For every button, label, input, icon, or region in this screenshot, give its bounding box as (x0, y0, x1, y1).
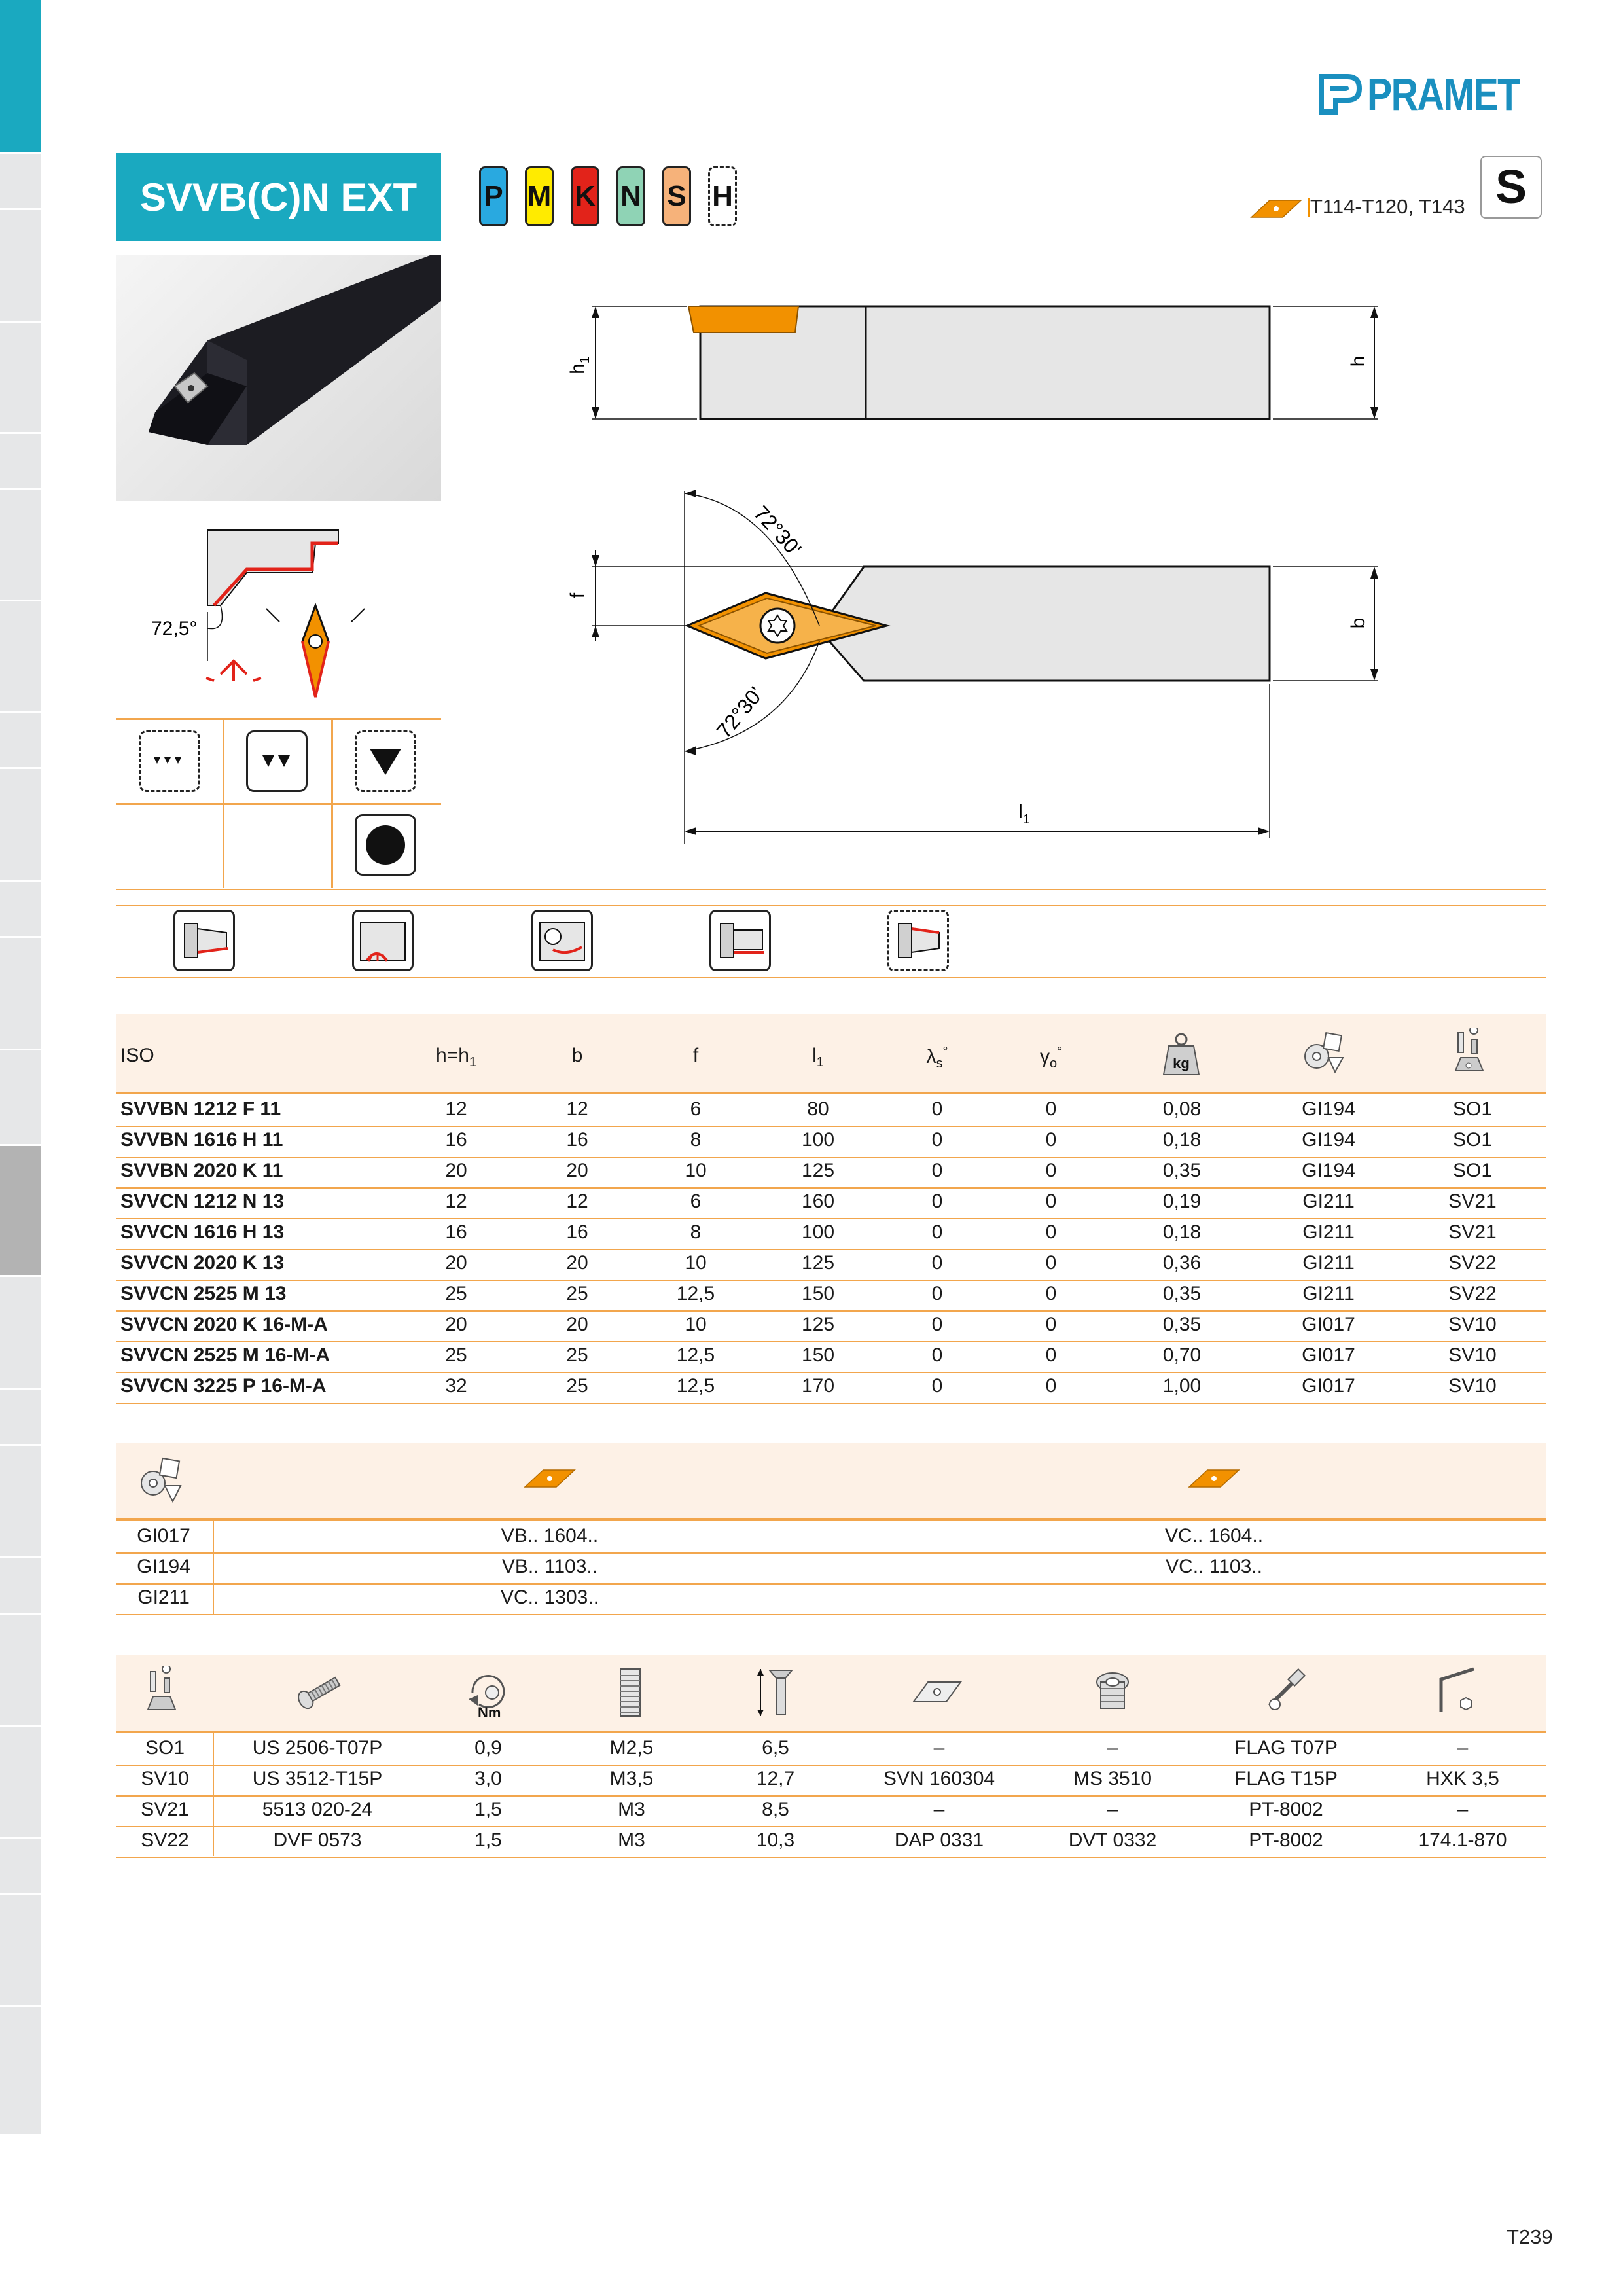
cell-f: 6 (690, 1191, 702, 1212)
cell-b: 25 (566, 1344, 588, 1366)
cell-h: 25 (445, 1283, 467, 1304)
cell-torque: 1,5 (474, 1799, 502, 1820)
cell-clamp-set: SV10 (1448, 1344, 1497, 1366)
material-letter: M (527, 180, 552, 212)
cell-gamma: 0 (1045, 1160, 1057, 1181)
profiling-icon (352, 910, 414, 971)
clamp-screw-icon (760, 609, 794, 643)
header-f: f (692, 1045, 699, 1066)
hex-key-icon (1432, 1666, 1484, 1719)
cell-gamma: 0 (1045, 1252, 1057, 1274)
cell-f: 6 (690, 1098, 702, 1120)
section-tab[interactable] (0, 1837, 41, 1893)
cell-hex-key: – (1457, 1737, 1469, 1759)
cell-vb-insert: VB.. 1103.. (501, 1556, 598, 1577)
material-badge-s (662, 166, 691, 226)
row-divider (116, 1249, 1546, 1250)
cell-shim: – (933, 1737, 945, 1759)
cell-torque: 1,5 (474, 1829, 502, 1851)
cell-weight: 0,70 (1162, 1344, 1202, 1366)
header-lambda: $\lambda_s^\circ$ (926, 1045, 948, 1071)
cell-clamp-set: SV22 (1448, 1283, 1497, 1304)
section-tab[interactable] (0, 711, 41, 767)
cell-clamp-set: SV21 (141, 1799, 189, 1820)
section-tab[interactable] (0, 1275, 41, 1388)
cell-insert-set: GI211 (1302, 1283, 1355, 1304)
cell-screw: 5513 020-24 (262, 1799, 373, 1820)
cell-key: PT-8002 (1249, 1799, 1323, 1820)
cell-lambda: 0 (931, 1191, 943, 1212)
cell-insert-set: GI194 (1302, 1098, 1355, 1120)
insert-side-view (688, 306, 798, 332)
cell-b: 20 (566, 1160, 588, 1181)
cell-l1: 150 (801, 1283, 835, 1304)
cell-l1: 100 (801, 1221, 835, 1243)
row-divider (116, 1403, 1546, 1404)
cell-gamma: 0 (1045, 1191, 1057, 1212)
inserts-table-header (116, 1443, 1546, 1518)
cell-b: 12 (566, 1098, 588, 1120)
cell-weight: 1,00 (1162, 1375, 1202, 1397)
cell-iso: SVVBN 1212 F 11 (120, 1098, 281, 1120)
cell-hex-key: 174.1-870 (1418, 1829, 1507, 1851)
cell-f: 12,5 (676, 1283, 715, 1304)
cell-weight: 0,35 (1162, 1283, 1202, 1304)
cell-torque: 3,0 (474, 1768, 502, 1789)
thread-icon (614, 1666, 647, 1719)
divider (116, 803, 441, 805)
cell-lambda: 0 (931, 1344, 943, 1366)
row-divider (116, 1157, 1546, 1158)
cell-insert-set: GI194 (1302, 1160, 1355, 1181)
cell-f: 10 (685, 1314, 707, 1335)
row-divider (116, 1310, 1546, 1312)
cell-l1: 100 (801, 1129, 835, 1151)
cell-h: 20 (445, 1252, 467, 1274)
cell-insert-set: GI211 (137, 1587, 190, 1608)
section-tab-active[interactable] (0, 1144, 41, 1275)
cell-lambda: 0 (931, 1314, 943, 1335)
cell-iso: SVVCN 2020 K 16-M-A (120, 1314, 328, 1335)
cell-clamp-set: SV21 (1448, 1191, 1497, 1212)
row-divider (116, 1187, 1546, 1189)
cell-shim-screw: MS 3510 (1073, 1768, 1152, 1789)
section-tab-strip (0, 0, 41, 2134)
cell-insert-set: GI194 (137, 1556, 190, 1577)
brand-logo-text: PRAMET (1367, 69, 1520, 120)
row-divider (116, 1552, 1546, 1554)
cell-gamma: 0 (1045, 1221, 1057, 1243)
cell-thread: M3 (618, 1799, 645, 1820)
divider (116, 905, 1546, 906)
header-b: b (571, 1045, 583, 1066)
cell-screw: US 3512-T15P (252, 1768, 383, 1789)
cell-hex-key: HXK 3,5 (1426, 1768, 1499, 1789)
cell-thread: M3,5 (609, 1768, 654, 1789)
section-tab[interactable] (0, 2005, 41, 2134)
header-l1: $l_1$ (812, 1045, 824, 1069)
cell-gamma: 0 (1045, 1283, 1057, 1304)
section-tab-top (0, 0, 41, 152)
row-divider (116, 1857, 1546, 1858)
section-tab[interactable] (0, 600, 41, 711)
cell-clamp-set: SV21 (1448, 1221, 1497, 1243)
cell-vb-insert: VB.. 1604.. (501, 1525, 599, 1547)
cell-f: 10 (685, 1160, 707, 1181)
cell-b: 20 (566, 1252, 588, 1274)
material-group-badge: S (1480, 156, 1542, 219)
cell-l1: 125 (801, 1160, 835, 1181)
divider (116, 889, 1546, 890)
material-badge-n (616, 166, 645, 226)
cell-iso: SVVBN 2020 K 11 (120, 1160, 283, 1181)
copying-icon (531, 910, 593, 971)
cell-clamp-set: SV10 (1448, 1375, 1497, 1397)
cell-lambda: 0 (931, 1160, 943, 1181)
large-depth-icon (355, 730, 416, 792)
cell-l1: 125 (801, 1314, 835, 1335)
row-divider (116, 1614, 1546, 1615)
cell-insert-set: GI211 (1302, 1191, 1355, 1212)
shim-screw-icon (1086, 1666, 1139, 1716)
divider (116, 977, 1546, 978)
cell-b: 25 (566, 1283, 588, 1304)
cell-length: 6,5 (762, 1737, 789, 1759)
cell-clamp-set: SV10 (141, 1768, 189, 1789)
row-divider (116, 1280, 1546, 1281)
torque-icon (462, 1666, 514, 1719)
cell-clamp-set: SO1 (1452, 1129, 1493, 1151)
vc-insert-shape-icon (1188, 1466, 1240, 1492)
header-h: $h=h_1$ (435, 1045, 477, 1069)
header-gamma: $\gamma_o^\circ$ (1039, 1045, 1063, 1071)
cell-length: 12,7 (756, 1768, 795, 1789)
cell-vc-insert: VC.. 1604.. (1164, 1525, 1264, 1547)
cell-lambda: 0 (931, 1098, 943, 1120)
cell-thread: M3 (618, 1829, 645, 1851)
back-facing-icon (887, 910, 949, 971)
cell-length: 10,3 (756, 1829, 795, 1851)
cell-gamma: 0 (1045, 1314, 1057, 1335)
cell-clamp-set: SO1 (1452, 1160, 1493, 1181)
cell-key: PT-8002 (1249, 1829, 1323, 1851)
row-divider (116, 1218, 1546, 1219)
continuous-cut-icon (355, 814, 416, 876)
tool-holder-photo-icon (116, 255, 441, 501)
page-reference[interactable]: T114-T120, T143 (1310, 195, 1465, 218)
vb-insert-shape-icon (524, 1466, 576, 1492)
divider (116, 718, 441, 720)
cell-screw: DVF 0573 (273, 1829, 362, 1851)
cell-weight: 0,35 (1162, 1314, 1202, 1335)
brand-logo (1319, 71, 1553, 118)
cell-insert-set: GI017 (1302, 1375, 1355, 1397)
svg-text:kg: kg (1173, 1055, 1190, 1071)
cell-h: 20 (445, 1160, 467, 1181)
svg-text:Nm: Nm (478, 1704, 501, 1719)
cell-key: FLAG T15P (1234, 1768, 1338, 1789)
cell-shim: – (933, 1799, 945, 1820)
cell-f: 10 (685, 1252, 707, 1274)
cell-l1: 160 (801, 1191, 835, 1212)
divider (116, 1731, 1546, 1733)
product-photo (116, 255, 441, 501)
cell-h: 12 (445, 1098, 467, 1120)
section-tab[interactable] (0, 1556, 41, 1613)
shim-icon (911, 1676, 963, 1708)
divider (213, 1732, 214, 1856)
cell-h: 16 (445, 1221, 467, 1243)
brand-logo-mark-icon (1319, 74, 1362, 115)
cell-lambda: 0 (931, 1283, 943, 1304)
product-title: SVVB(C)N EXT (139, 175, 418, 219)
medium-depth-icon (246, 730, 308, 792)
material-badge-h (708, 166, 737, 226)
row-divider (116, 1795, 1546, 1797)
cell-weight: 0,35 (1162, 1160, 1202, 1181)
dim-h1-label: $h_1$ (567, 356, 592, 374)
approach-angle-sketch (116, 517, 441, 700)
material-letter: S (667, 180, 687, 212)
cell-gamma: 0 (1045, 1344, 1057, 1366)
section-tab[interactable] (0, 321, 41, 432)
section-tab[interactable] (0, 767, 41, 880)
material-badge-p (479, 166, 508, 226)
cell-screw: US 2506-T07P (252, 1737, 383, 1759)
row-divider (116, 1765, 1546, 1766)
approach-angle-label: 72,5° (151, 618, 198, 639)
cell-l1: 150 (801, 1344, 835, 1366)
material-letter: K (575, 180, 596, 212)
insert-spare-part-icon (139, 1454, 187, 1507)
dim-h-label: h (1347, 355, 1369, 367)
cell-weight: 0,18 (1162, 1221, 1202, 1243)
cell-insert-set: GI017 (137, 1525, 190, 1547)
row-divider (116, 1372, 1546, 1373)
cell-l1: 170 (801, 1375, 835, 1397)
cell-gamma: 0 (1045, 1098, 1057, 1120)
section-tab[interactable] (0, 936, 41, 1049)
cell-b: 25 (566, 1375, 588, 1397)
cell-iso: SVVCN 2525 M 13 (120, 1283, 287, 1304)
clamp-spare-part-icon (144, 1666, 192, 1716)
divider (116, 1518, 1546, 1521)
material-badge-m (525, 166, 554, 226)
divider (116, 1092, 1546, 1094)
section-tab[interactable] (0, 488, 41, 600)
dim-f-label: f (567, 592, 588, 599)
cell-iso: SVVCN 2020 K 13 (120, 1252, 285, 1274)
section-tab[interactable] (0, 208, 41, 321)
cell-torque: 0,9 (474, 1737, 502, 1759)
cell-h: 32 (445, 1375, 467, 1397)
row-divider (116, 1583, 1546, 1585)
dim-l1-label: $l_1$ (1018, 801, 1030, 827)
section-tab[interactable] (0, 1388, 41, 1444)
cell-iso: SVVCN 3225 P 16-M-A (120, 1375, 327, 1397)
longitudinal-turning-icon (173, 910, 235, 971)
insert-spare-part-icon (1302, 1030, 1351, 1076)
row-divider (116, 1126, 1546, 1127)
cell-hex-key: – (1457, 1799, 1469, 1820)
cell-iso: SVVCN 1212 N 13 (120, 1191, 285, 1212)
section-tab[interactable] (0, 1444, 41, 1556)
cell-weight: 0,08 (1162, 1098, 1202, 1120)
cell-h: 12 (445, 1191, 467, 1212)
cell-iso: SVVCN 2525 M 16-M-A (120, 1344, 330, 1366)
cell-vb-insert: VC.. 1303.. (500, 1587, 599, 1608)
cell-lambda: 0 (931, 1252, 943, 1274)
cell-gamma: 0 (1045, 1129, 1057, 1151)
cell-vc-insert: VC.. 1103.. (1166, 1556, 1262, 1577)
page-ref-divider (1308, 198, 1310, 217)
cell-iso: SVVBN 1616 H 11 (120, 1129, 283, 1151)
small-depth-icon (139, 730, 200, 792)
cell-f: 12,5 (676, 1344, 715, 1366)
section-tab[interactable] (0, 1049, 41, 1105)
cell-shim-screw: – (1107, 1737, 1118, 1759)
screw-length-icon (754, 1666, 797, 1719)
material-letter: H (712, 180, 733, 212)
cell-clamp-set: SV22 (1448, 1252, 1497, 1274)
cell-f: 8 (690, 1129, 702, 1151)
row-divider (116, 1341, 1546, 1342)
cell-clamp-set: SV10 (1448, 1314, 1497, 1335)
holder-top-view (818, 567, 1270, 681)
header-iso: ISO (120, 1045, 154, 1066)
section-tab[interactable] (0, 432, 41, 488)
section-tab[interactable] (0, 1893, 41, 2005)
cell-b: 20 (566, 1314, 588, 1335)
screw-icon (293, 1669, 346, 1715)
cell-clamp-set: SV22 (141, 1829, 189, 1851)
cell-shim: SVN 160304 (883, 1768, 995, 1789)
cell-b: 16 (566, 1129, 588, 1151)
row-divider (116, 1826, 1546, 1827)
cell-lambda: 0 (931, 1375, 943, 1397)
cell-weight: 0,19 (1162, 1191, 1202, 1212)
section-tab[interactable] (0, 880, 41, 936)
weight-icon (1162, 1031, 1200, 1076)
cell-insert-set: GI194 (1302, 1129, 1355, 1151)
section-tab[interactable] (0, 152, 41, 208)
product-title-box (116, 153, 441, 241)
angle-top-label: 72°30' (749, 501, 806, 561)
cell-l1: 80 (807, 1098, 829, 1120)
cell-weight: 0,36 (1162, 1252, 1202, 1274)
cell-shim-screw: DVT 0332 (1068, 1829, 1157, 1851)
cell-weight: 0,18 (1162, 1129, 1202, 1151)
cell-shim-screw: – (1107, 1799, 1118, 1820)
cell-key: FLAG T07P (1234, 1737, 1338, 1759)
cell-l1: 125 (801, 1252, 835, 1274)
clamp-spare-part-icon (1452, 1028, 1500, 1077)
material-badge-k (571, 166, 599, 226)
cell-h: 20 (445, 1314, 467, 1335)
cell-gamma: 0 (1045, 1375, 1057, 1397)
divider (213, 1520, 214, 1614)
cell-insert-set: GI017 (1302, 1344, 1355, 1366)
section-tab[interactable] (0, 1725, 41, 1837)
section-tab[interactable] (0, 1613, 41, 1725)
cell-clamp-set: SO1 (1452, 1098, 1493, 1120)
page-number: T239 (1507, 2225, 1553, 2248)
cell-iso: SVVCN 1616 H 13 (120, 1221, 285, 1243)
cell-insert-set: GI211 (1302, 1221, 1355, 1243)
facing-icon (709, 910, 771, 971)
material-letter: N (620, 180, 641, 212)
cell-f: 8 (690, 1221, 702, 1243)
torx-key-icon (1257, 1666, 1311, 1719)
cell-insert-set: GI017 (1302, 1314, 1355, 1335)
cell-b: 16 (566, 1221, 588, 1243)
technical-drawing (556, 288, 1472, 877)
cell-h: 16 (445, 1129, 467, 1151)
cell-lambda: 0 (931, 1221, 943, 1243)
angle-bottom-label: 72°30' (711, 682, 768, 743)
cell-insert-set: GI211 (1302, 1252, 1355, 1274)
cell-f: 12,5 (676, 1375, 715, 1397)
cell-length: 8,5 (762, 1799, 789, 1820)
insert-shape-icon (1250, 198, 1302, 221)
cell-b: 12 (566, 1191, 588, 1212)
cell-clamp-set: SO1 (145, 1737, 185, 1759)
material-letter: P (484, 180, 503, 212)
cell-thread: M2,5 (609, 1737, 654, 1759)
cell-shim: DAP 0331 (894, 1829, 984, 1851)
cell-lambda: 0 (931, 1129, 943, 1151)
dim-b-label: b (1347, 617, 1369, 629)
cell-h: 25 (445, 1344, 467, 1366)
